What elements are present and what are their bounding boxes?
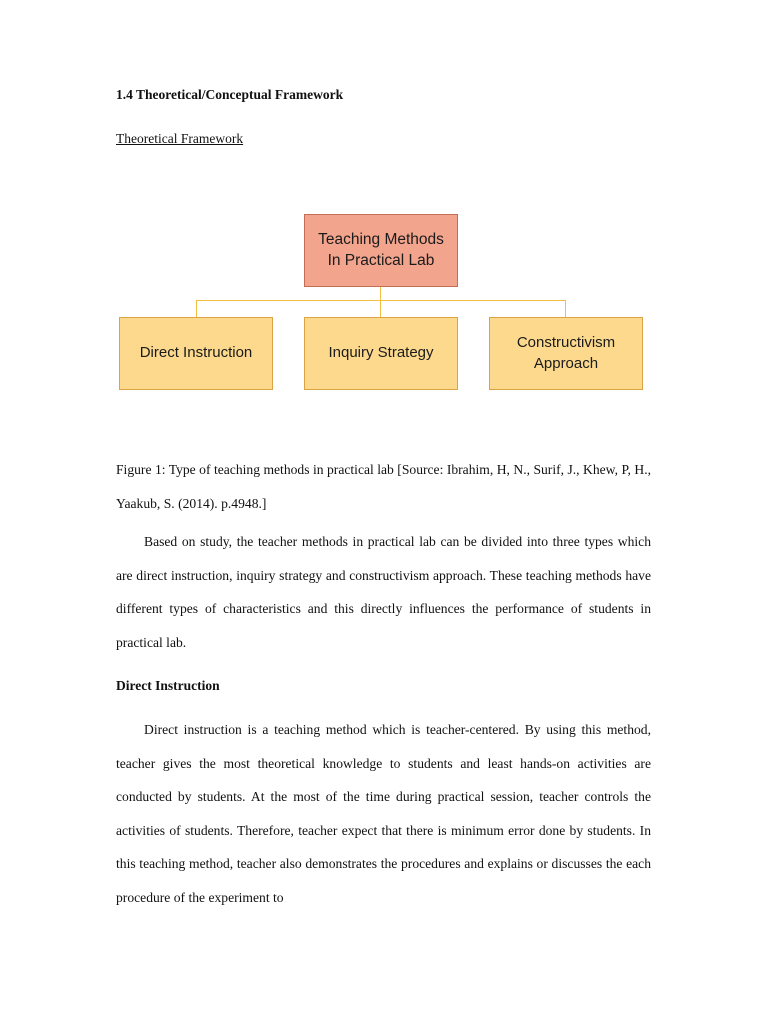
child-node-direct-instruction — [119, 317, 273, 390]
child-node-label: Direct Instruction — [139, 344, 253, 362]
child-node-label-line2: Approach — [533, 354, 599, 372]
body-paragraph-2 — [116, 713, 651, 915]
paragraph-text: Based on study, the teacher methods in practical lab can be divided into three types which are direct instruction, inquiry strategy and constructivism approach. These teaching methods have different types of characteristics and this directly influences the performance of students in practical lab. — [116, 534, 651, 650]
paragraph-text: Direct instruction is a teaching method which is teacher-centered. By using this method, teacher gives the most theoretical knowledge to students and least hands-on activities are conducted by students. At the most of the time during practical session, teacher controls the activities of students. Therefore, teacher expect that there is minimum error done by students. In this teaching method, teacher also demonstrates the procedures and explains or discusses the each procedure of the experiment to — [116, 722, 651, 905]
root-node-line1: Teaching Methods — [318, 230, 444, 248]
figure-caption-text: Figure 1: Type of teaching methods in practical lab [Source: Ibrahim, H, N., Surif, J., Khew, P, H., Yaakub, S. (2014). p.4948.] — [116, 462, 651, 511]
connector-horizontal — [196, 300, 566, 301]
section-heading: 1.4 Theoretical/Conceptual Framework — [116, 87, 344, 102]
connector-center-stem — [380, 300, 381, 317]
connector-root-stem — [380, 287, 381, 301]
direct-instruction-heading: Direct Instruction — [116, 678, 220, 693]
child-node-label: Inquiry Strategy — [328, 344, 434, 362]
child-node-inquiry-strategy — [304, 317, 458, 390]
section-subheading: Theoretical Framework — [116, 131, 244, 146]
child-node-label-line1: Constructivism — [516, 334, 616, 352]
body-paragraph-1 — [116, 525, 651, 659]
root-node-line2: In Practical Lab — [327, 251, 435, 269]
child-node-constructivism-approach — [489, 317, 643, 390]
root-node-teaching-methods — [304, 214, 458, 287]
figure-caption — [116, 453, 651, 520]
connector-left-stem — [196, 300, 197, 317]
connector-right-stem — [565, 300, 566, 317]
framework-diagram — [0, 0, 768, 420]
